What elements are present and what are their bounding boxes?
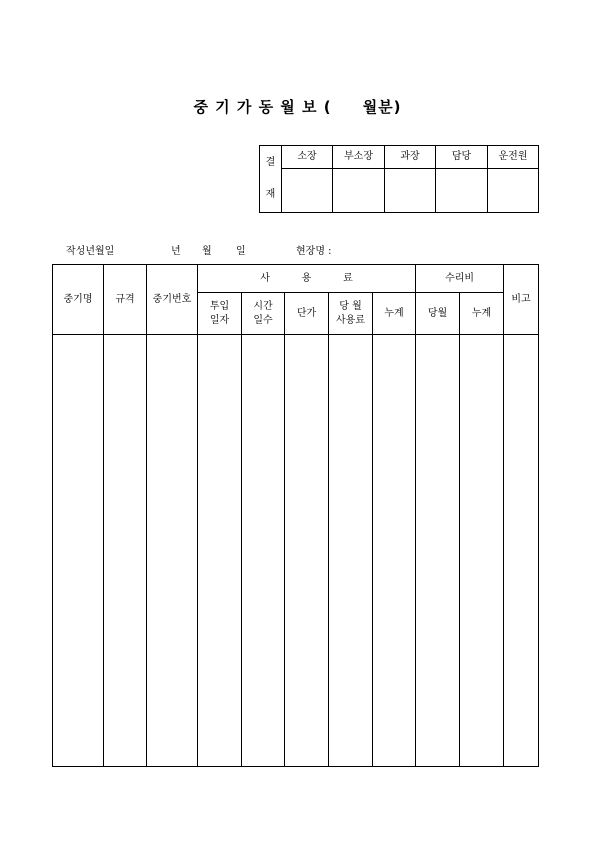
header-monthly-usage	[329, 293, 373, 335]
day-label: 일	[236, 246, 246, 257]
approval-label	[260, 146, 282, 213]
year-label: 년	[171, 246, 181, 257]
header-usage-fee: 사 용 료	[198, 265, 416, 293]
header-equipment-name: 중기명	[53, 265, 104, 335]
body-cell-repair-cumulative	[460, 335, 504, 767]
table-body-row	[53, 335, 539, 767]
header-hours-days	[242, 293, 285, 335]
signature-box-operator	[488, 169, 539, 213]
header-input-days-line2: 일자	[209, 314, 230, 326]
header-monthly-usage-line1: 당 월	[339, 300, 362, 312]
body-cell-repair-month	[416, 335, 460, 767]
approval-header-site-manager: 소장	[282, 146, 333, 169]
signature-box-deputy-manager	[333, 169, 385, 213]
body-cell-usage-cumulative	[373, 335, 416, 767]
page-title: 중 기 가 동 월 보 ( 월분)	[193, 98, 402, 116]
body-cell-unit-price	[285, 335, 329, 767]
body-cell-remarks	[504, 335, 539, 767]
signature-box-person-in-charge	[436, 169, 488, 213]
header-unit-price: 단가	[285, 293, 329, 335]
approval-header-deputy-manager: 부소장	[333, 146, 385, 169]
approval-box	[259, 145, 539, 213]
header-input-days-line1: 투입	[209, 300, 230, 312]
signature-box-section-chief	[385, 169, 436, 213]
operation-report-table	[52, 264, 539, 767]
header-monthly-usage-line2: 사용료	[336, 314, 365, 326]
body-cell-equipment-name	[53, 335, 104, 767]
header-hours-days-line2: 일수	[253, 314, 273, 326]
header-repair-month: 당월	[416, 293, 460, 335]
header-hours-days-line1: 시간	[253, 300, 273, 312]
approval-label-bottom: 재	[265, 189, 276, 200]
header-remarks: 비고	[504, 265, 539, 335]
header-equipment-number: 중기번호	[147, 265, 198, 335]
body-cell-equipment-number	[147, 335, 198, 767]
site-name-label: 현장명 :	[296, 246, 332, 257]
body-cell-input-days	[198, 335, 242, 767]
header-spec: 규격	[104, 265, 147, 335]
date-label: 작성년월일	[66, 246, 115, 257]
header-repair-cumulative: 누계	[460, 293, 504, 335]
body-cell-monthly-usage	[329, 335, 373, 767]
approval-label-top: 결	[265, 157, 276, 168]
month-label: 월	[202, 246, 212, 257]
header-usage-cumulative: 누계	[373, 293, 416, 335]
header-repair-cost: 수리비	[416, 265, 504, 293]
body-cell-spec	[104, 335, 147, 767]
header-input-days	[198, 293, 242, 335]
body-cell-hours-days	[242, 335, 285, 767]
approval-header-section-chief: 과장	[385, 146, 436, 169]
approval-header-operator: 운전원	[488, 146, 539, 169]
approval-header-person-in-charge: 담당	[436, 146, 488, 169]
signature-box-site-manager	[282, 169, 333, 213]
